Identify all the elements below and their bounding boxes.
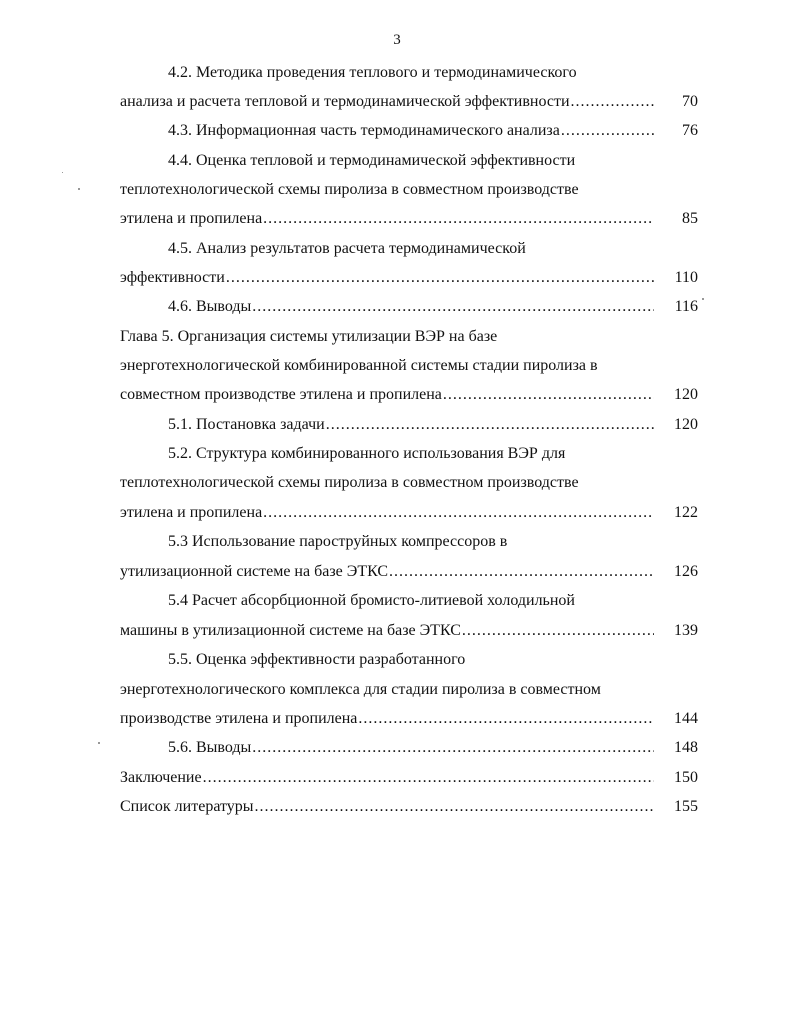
toc-entry-text: 5.5. Оценка эффективности разработанного: [168, 651, 466, 668]
dot-leader: [226, 265, 654, 291]
dot-leader: [358, 706, 654, 732]
dot-leader: [443, 382, 654, 408]
toc-line: [120, 794, 698, 820]
toc-entry-text: 5.6. Выводы: [168, 739, 252, 756]
toc-page-number: 85: [682, 210, 698, 227]
toc-line: [120, 177, 698, 203]
toc-entry-text: этилена и пропилена: [120, 504, 263, 521]
toc-line: [120, 559, 698, 585]
toc-line: [120, 382, 698, 408]
toc-entry-text: 4.4. Оценка тепловой и термодинамической эффективности: [168, 152, 576, 169]
toc-line: [120, 265, 698, 291]
toc-entry-text: 4.5. Анализ результатов расчета термодинамической: [168, 240, 526, 257]
toc-page-number: 120: [674, 386, 698, 403]
toc-entry-text: 5.4 Расчет абсорбционной бромисто-литиевой холодильной: [168, 592, 575, 609]
dot-leader: [389, 559, 654, 585]
scan-speck: [78, 188, 80, 190]
scan-speck: [98, 742, 100, 744]
toc-page-number: 76: [682, 122, 698, 139]
toc-page-number: 70: [682, 93, 698, 110]
toc-page-number: 110: [674, 269, 698, 286]
scan-speck: [62, 172, 63, 173]
toc-entry-text: этилена и пропилена: [120, 210, 263, 227]
toc-entry-text: совместном производстве этилена и пропилена: [120, 386, 442, 403]
toc-entry-text: эффективности: [120, 269, 225, 286]
dot-leader: [571, 89, 654, 115]
toc-line: [168, 148, 698, 174]
toc-entry-text: Заключение: [120, 769, 202, 786]
toc-line: [168, 735, 698, 761]
toc-line: [120, 470, 698, 496]
toc-entry-text: теплотехнологической схемы пиролиза в совместном производстве: [120, 474, 579, 491]
toc-line: [168, 236, 698, 262]
dot-leader: [255, 794, 654, 820]
scan-speck: [702, 298, 704, 300]
toc-line: [120, 618, 698, 644]
toc-line: [120, 677, 698, 703]
toc-line: [120, 324, 698, 350]
toc-line: [120, 706, 698, 732]
toc-page-number: 139: [674, 622, 698, 639]
toc-page-number: 120: [674, 416, 698, 433]
toc-entry-text: 5.2. Структура комбинированного использования ВЭР для: [168, 445, 566, 462]
toc-line: [168, 647, 698, 673]
page-number: 3: [393, 32, 401, 48]
dot-leader: [326, 412, 654, 438]
dot-leader: [252, 294, 654, 320]
toc-page-number: 155: [674, 798, 698, 815]
toc-entry-text: энерготехнологической комбинированной системы стадии пиролиза в: [120, 357, 598, 374]
toc-line: [120, 206, 698, 232]
toc-page-number: 126: [674, 563, 698, 580]
toc-line: [120, 500, 698, 526]
toc-entry-text: анализа и расчета тепловой и термодинамической эффективности: [120, 93, 570, 110]
toc-entry-text: машины в утилизационной системе на базе ЭТКС: [120, 622, 461, 639]
toc-line: [168, 294, 698, 320]
dot-leader: [252, 735, 654, 761]
dot-leader: [263, 206, 654, 232]
toc-page-number: 150: [674, 769, 698, 786]
toc-line: [168, 118, 698, 144]
toc-entry-text: утилизационной системе на базе ЭТКС: [120, 563, 389, 580]
toc-entry-text: 4.2. Методика проведения теплового и термодинамического: [168, 64, 577, 81]
toc-entry-text: производстве этилена и пропилена: [120, 710, 358, 727]
toc-entry-text: Глава 5. Организация системы утилизации ВЭР на базе: [120, 328, 498, 345]
toc-line: [120, 353, 698, 379]
toc-entry-text: 5.1. Постановка задачи: [168, 416, 325, 433]
toc-line: [120, 89, 698, 115]
toc-line: [168, 529, 698, 555]
toc-entry-text: 4.3. Информационная часть термодинамического анализа: [168, 122, 560, 139]
toc-entry-text: 4.6. Выводы: [168, 298, 252, 315]
toc-entry-text: Список литературы: [120, 798, 254, 815]
toc-line: [168, 441, 698, 467]
dot-leader: [203, 765, 654, 791]
toc-line: [120, 765, 698, 791]
toc-page-number: 116: [674, 298, 698, 315]
dot-leader: [561, 118, 654, 144]
toc-line: [168, 412, 698, 438]
toc-line: [168, 60, 698, 86]
dot-leader: [263, 500, 654, 526]
toc-entry-text: 5.3 Использование пароструйных компрессоров в: [168, 533, 508, 550]
toc-entry-text: теплотехнологической схемы пиролиза в совместном производстве: [120, 181, 579, 198]
toc-page-number: 148: [674, 739, 698, 756]
toc-entry-text: энерготехнологического комплекса для стадии пиролиза в совместном: [120, 681, 601, 698]
toc-page-number: 144: [674, 710, 698, 727]
dot-leader: [462, 618, 654, 644]
toc-page-number: 122: [674, 504, 698, 521]
toc-line: [168, 588, 698, 614]
